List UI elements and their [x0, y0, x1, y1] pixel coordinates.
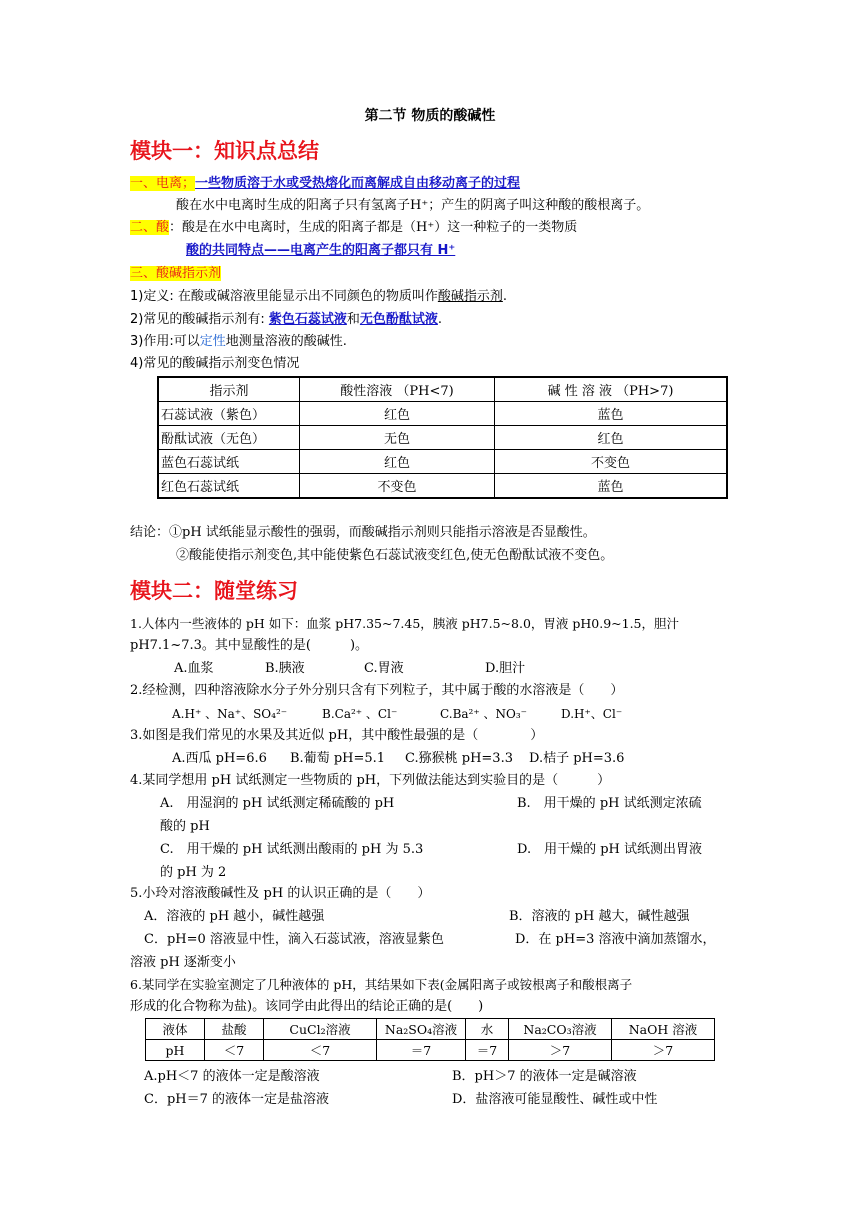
module1-heading: 模块一：知识点总结 [130, 139, 319, 163]
table-row [158, 450, 727, 474]
table-header-row [158, 377, 727, 402]
table-cell: 红色 [495, 426, 728, 450]
table-cell: ＝7 [377, 1040, 466, 1061]
q5-option-d-cont: 溶液 pH 逐渐变小 [130, 955, 236, 970]
indicator-common-text: 2)常见的酸碱指示剂有: [130, 312, 269, 327]
q4-option-b-cont: 酸的 pH [160, 819, 210, 834]
q4-option-c: C. 用干燥的 pH 试纸测出酸雨的 pH 为 5.3 [160, 842, 424, 857]
q4-option-b: B. 用干燥的 pH 试纸测定浓硫 [517, 796, 702, 811]
q2-line1: 2.经检测，四种溶液除水分子外分别只含有下列粒子，其中属于酸的水溶液是（ ） [130, 683, 624, 698]
table-cell: Na₂CO₃溶液 [509, 1019, 612, 1040]
q6-option-b: B．pH＞7 的液体一定是碱溶液 [452, 1069, 637, 1084]
indicator-table-caption: 4)常见的酸碱指示剂变色情况 [130, 356, 300, 371]
table-cell: 盐酸 [205, 1019, 264, 1040]
indicator-use-term: 定性 [199, 334, 226, 349]
q3-option-d: D.桔子 pH=3.6 [529, 751, 625, 766]
acid-common-feature: 酸的共同特点——电离产生的阳离子都只有 H⁺ [186, 243, 456, 258]
table-cell: NaOH 溶液 [612, 1019, 715, 1040]
indicator-def-term: 酸碱指示剂 [437, 289, 503, 304]
q5-option-a: A．溶液的 pH 越小，碱性越强 [144, 909, 325, 924]
page-title: 第二节 物质的酸碱性 [364, 108, 496, 124]
table-cell: 红色石蕊试纸 [158, 474, 300, 499]
q2-option-a: A.H⁺ 、Na⁺、SO₄²⁻ [172, 707, 288, 721]
q4-option-a: A. 用湿润的 pH 试纸测定稀硫酸的 pH [160, 796, 395, 811]
table-cell: pH [146, 1040, 205, 1061]
q5-line1: 5.小玲对溶液酸碱性及 pH 的认识正确的是（ ） [130, 886, 431, 901]
q1-line1: 1.人体内一些液体的 pH 如下：血浆 pH7.35~7.45，胰液 pH7.5~8.0，胃液 pH0.9~1.5，胆汁 [130, 616, 680, 631]
acid-line [130, 218, 577, 238]
table-cell: 蓝色 [495, 402, 728, 426]
table-cell: 水 [466, 1019, 509, 1040]
table-cell: ＞7 [612, 1040, 715, 1061]
q3-option-b: B.葡萄 pH=5.1 [290, 751, 386, 766]
indicator-and: 和 [346, 312, 360, 327]
table-cell: ＞7 [509, 1040, 612, 1061]
table-cell: 液体 [146, 1019, 205, 1040]
q6-line2: 形成的化合物称为盐)。该同学由此得出的结论正确的是( ) [130, 999, 484, 1014]
q1-option-d: D.胆汁 [485, 661, 526, 676]
indicator-def-suffix: . [502, 289, 508, 304]
table-row [146, 1040, 715, 1061]
indicator-use [130, 332, 347, 352]
table-header-cell: 碱 性 溶 液 （PH>7) [495, 377, 728, 402]
q1-option-a: A.血浆 [174, 661, 214, 676]
table-cell: ＝7 [466, 1040, 509, 1061]
q2-option-d: D.H⁺、Cl⁻ [561, 707, 623, 721]
indicator-definition [130, 287, 507, 307]
table-cell: 无色 [300, 426, 495, 450]
indicator-common-suffix: . [437, 312, 443, 327]
q4-line1: 4.某同学想用 pH 试纸测定一些物质的 pH，下列做法能达到实验目的是（ ） [130, 773, 611, 788]
q2-option-c: C.Ba²⁺ 、NO₃⁻ [440, 707, 527, 721]
q5-option-c: C．pH=0 溶液显中性，滴入石蕊试液，溶液显紫色 [144, 932, 444, 947]
ionization-note: 酸在水中电离时生成的阳离子只有氢离子H⁺；产生的阴离子叫这种酸的酸根离子。 [176, 198, 650, 213]
table-cell: 蓝色 [495, 474, 728, 499]
q6-option-d: D．盐溶液可能显酸性、碱性或中性 [452, 1092, 658, 1107]
table-cell: Na₂SO₄溶液 [377, 1019, 466, 1040]
table-cell: ＜7 [205, 1040, 264, 1061]
indicator-def-text: 1)定义: 在酸或碱溶液里能显示出不同颜色的物质叫作 [130, 289, 438, 304]
table-cell: 红色 [300, 450, 495, 474]
conclusion-line1: 结论：①pH 试纸能显示酸性的强弱，而酸碱指示剂则只能指示溶液是否显酸性。 [130, 525, 596, 540]
q4-option-d-cont: 的 pH 为 2 [160, 865, 227, 880]
ph-results-table [145, 1018, 715, 1061]
q1-option-c: C.胃液 [364, 661, 404, 676]
table-row [158, 474, 727, 499]
q6-line1: 6.某同学在实验室测定了几种液体的 pH，其结果如下表(金属阳离子或铵根离子和酸根离子 [130, 977, 633, 992]
indicator-use-text: 3)作用:可以 [130, 334, 200, 349]
q5-option-b: B．溶液的 pH 越大，碱性越强 [509, 909, 690, 924]
indicator-color-table [157, 376, 728, 499]
indicator-line [130, 264, 221, 284]
indicator-label: 三、酸碱指示剂 [130, 266, 222, 281]
q6-option-c: C．pH＝7 的液体一定是盐溶液 [144, 1092, 330, 1107]
table-row [158, 402, 727, 426]
ionization-line [130, 174, 520, 194]
q1-option-b: B.胰液 [265, 661, 305, 676]
indicator-phenolphthalein: 无色酚酞试液 [359, 312, 438, 327]
q3-option-c: C.猕猴桃 pH=3.3 [405, 751, 513, 766]
q3-option-a: A.西瓜 pH=6.6 [172, 751, 267, 766]
table-cell: 蓝色石蕊试纸 [158, 450, 300, 474]
conclusion-line2: ②酸能使指示剂变色,其中能使紫色石蕊试液变红色,使无色酚酞试液不变色。 [176, 548, 614, 563]
q1-line2: pH7.1~7.3。其中显酸性的是( )。 [130, 638, 369, 653]
ionization-label: 一、电离； [130, 176, 196, 191]
table-row [158, 426, 727, 450]
table-cell: 不变色 [495, 450, 728, 474]
ionization-definition: 一些物质溶于水或受热熔化而离解成自由移动离子的过程 [195, 176, 521, 191]
acid-definition: ：酸是在水中电离时，生成的阳离子都是（H⁺）这一种粒子的一类物质 [169, 220, 578, 235]
module2-heading: 模块二：随堂练习 [130, 579, 298, 603]
q2-option-b: B.Ca²⁺ 、Cl⁻ [322, 707, 398, 721]
table-cell: 不变色 [300, 474, 495, 499]
q5-option-d: D．在 pH=3 溶液中滴加蒸馏水， [515, 932, 716, 947]
table-cell: ＜7 [264, 1040, 377, 1061]
table-row [146, 1019, 715, 1040]
q4-option-d: D. 用干燥的 pH 试纸测出胃液 [517, 842, 703, 857]
indicator-use-suffix: 地测量溶液的酸碱性. [225, 334, 347, 349]
table-cell: 石蕊试液（紫色） [158, 402, 300, 426]
table-cell: 红色 [300, 402, 495, 426]
q6-option-a: A.pH＜7 的液体一定是酸溶液 [144, 1069, 320, 1084]
q3-line1: 3.如图是我们常见的水果及其近似 pH，其中酸性最强的是（ ） [130, 728, 544, 743]
indicator-litmus: 紫色石蕊试液 [268, 312, 347, 327]
indicator-common [130, 310, 442, 330]
table-cell: CuCl₂溶液 [264, 1019, 377, 1040]
acid-label: 二、酸 [130, 220, 170, 235]
table-header-cell: 酸性溶液 （PH<7) [300, 377, 495, 402]
table-cell: 酚酞试液（无色） [158, 426, 300, 450]
table-header-cell: 指示剂 [158, 377, 300, 402]
